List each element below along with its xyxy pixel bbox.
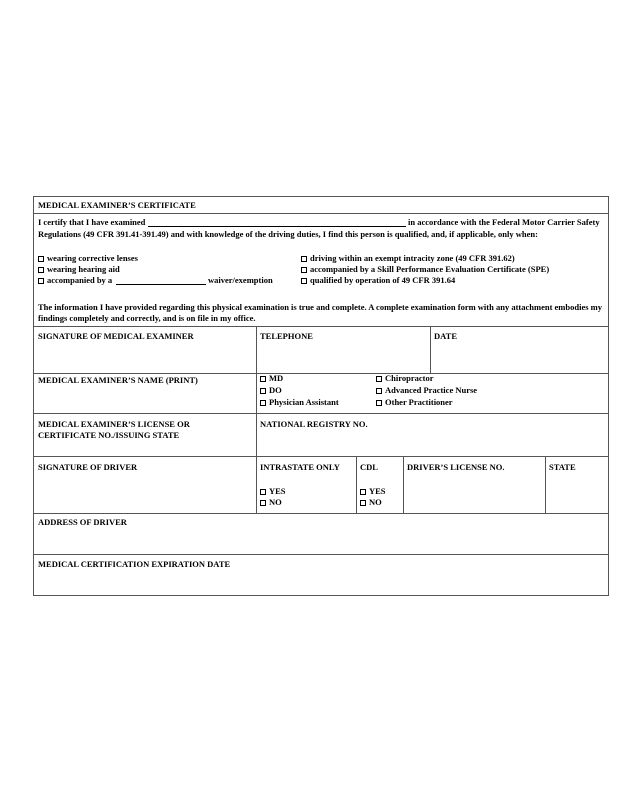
checkbox[interactable] [260,376,266,382]
certify-text-start: I certify that I have examined [38,217,146,227]
divider [545,456,546,513]
checkbox[interactable] [301,278,307,284]
credential-label: Other Practitioner [385,397,453,407]
attestation-text-line2: findings completely and correctly, and is on file in my office. [38,313,256,323]
credential-do[interactable] [260,385,282,396]
certificate-title: MEDICAL EXAMINER’S CERTIFICATE [38,200,196,210]
divider [34,513,608,514]
checkbox[interactable] [38,278,44,284]
divider [34,373,608,374]
condition-label: accompanied by a [47,275,113,285]
credential-other-practitioner[interactable] [376,397,453,408]
credential-advanced-practice-nurse[interactable] [376,385,477,396]
no-label: NO [269,497,282,507]
divider [403,456,404,513]
medical-examiners-certificate [33,196,609,596]
condition-label: wearing corrective lenses [47,253,138,263]
divider [430,326,431,373]
yes-label: YES [369,486,386,496]
checkbox[interactable] [376,388,382,394]
checkbox[interactable] [301,267,307,273]
checkbox[interactable] [360,489,366,495]
checkbox[interactable] [260,400,266,406]
state-label: STATE [549,462,576,472]
certify-text-end: in accordance with the Federal Motor Carrier Safety [408,217,600,227]
condition-exempt-intracity[interactable] [301,253,515,264]
intrastate-no[interactable] [260,497,282,508]
signature-driver-label: SIGNATURE OF DRIVER [38,462,138,472]
intrastate-only-label: INTRASTATE ONLY [260,462,340,472]
telephone-label: TELEPHONE [260,331,313,341]
waiver-number-field[interactable] [116,284,206,285]
divider [256,373,257,413]
yes-label: YES [269,486,286,496]
signature-examiner-label: SIGNATURE OF MEDICAL EXAMINER [38,331,194,341]
credential-chiropractor[interactable] [376,373,433,384]
checkbox[interactable] [38,256,44,262]
condition-accompanied-by[interactable] [38,275,112,286]
cdl-yes[interactable] [360,486,386,497]
checkbox[interactable] [38,267,44,273]
cdl-label: CDL [360,462,378,472]
divider [256,456,257,513]
examined-person-name-field[interactable] [148,226,406,227]
credential-physician-assistant[interactable] [260,397,339,408]
condition-spe-certificate[interactable] [301,264,549,275]
condition-label: wearing hearing aid [47,264,120,274]
divider [34,413,608,414]
condition-hearing-aid[interactable] [38,264,120,275]
condition-label: accompanied by a Skill Performance Evaluation Certificate (SPE) [310,264,550,274]
credential-md[interactable] [260,373,283,384]
checkbox[interactable] [301,256,307,262]
condition-label: driving within an exempt intracity zone (49 CFR 391.62) [310,253,515,263]
credential-label: Chiropractor [385,373,434,383]
waiver-exemption-label: waiver/exemption [208,275,273,285]
certify-regulations-text: Regulations (49 CFR 391.41-391.49) and with knowledge of the driving duties, I find this person is qualified, and, if applicable, only when: [38,229,538,239]
license-label-line2: CERTIFICATE NO./ISSUING STATE [38,430,180,440]
checkbox[interactable] [360,500,366,506]
address-driver-label: ADDRESS OF DRIVER [38,517,127,527]
divider [34,456,608,457]
checkbox[interactable] [260,388,266,394]
national-registry-label: NATIONAL REGISTRY NO. [260,419,368,429]
checkbox[interactable] [376,376,382,382]
divider [256,413,257,456]
credential-label: Advanced Practice Nurse [385,385,478,395]
cdl-no[interactable] [360,497,382,508]
divider [34,213,608,214]
license-label-line1: MEDICAL EXAMINER’S LICENSE OR [38,419,190,429]
credential-label: Physician Assistant [269,397,339,407]
intrastate-yes[interactable] [260,486,286,497]
checkbox[interactable] [260,489,266,495]
condition-391-64[interactable] [301,275,455,286]
credential-label: DO [269,385,282,395]
drivers-license-label: DRIVER’S LICENSE NO. [407,462,505,472]
condition-label: qualified by operation of 49 CFR 391.64 [310,275,456,285]
credential-label: MD [269,373,284,383]
divider [34,554,608,555]
divider [356,456,357,513]
divider [256,326,257,373]
date-label: DATE [434,331,457,341]
attestation-text-line1: The information I have provided regarding this physical examination is true and complete. A complete examination form with any attachment embodies my [38,302,602,312]
condition-corrective-lenses[interactable] [38,253,138,264]
examiner-name-label: MEDICAL EXAMINER’S NAME (PRINT) [38,375,198,385]
expiration-date-label: MEDICAL CERTIFICATION EXPIRATION DATE [38,559,231,569]
checkbox[interactable] [376,400,382,406]
divider [34,326,608,327]
checkbox[interactable] [260,500,266,506]
no-label: NO [369,497,382,507]
